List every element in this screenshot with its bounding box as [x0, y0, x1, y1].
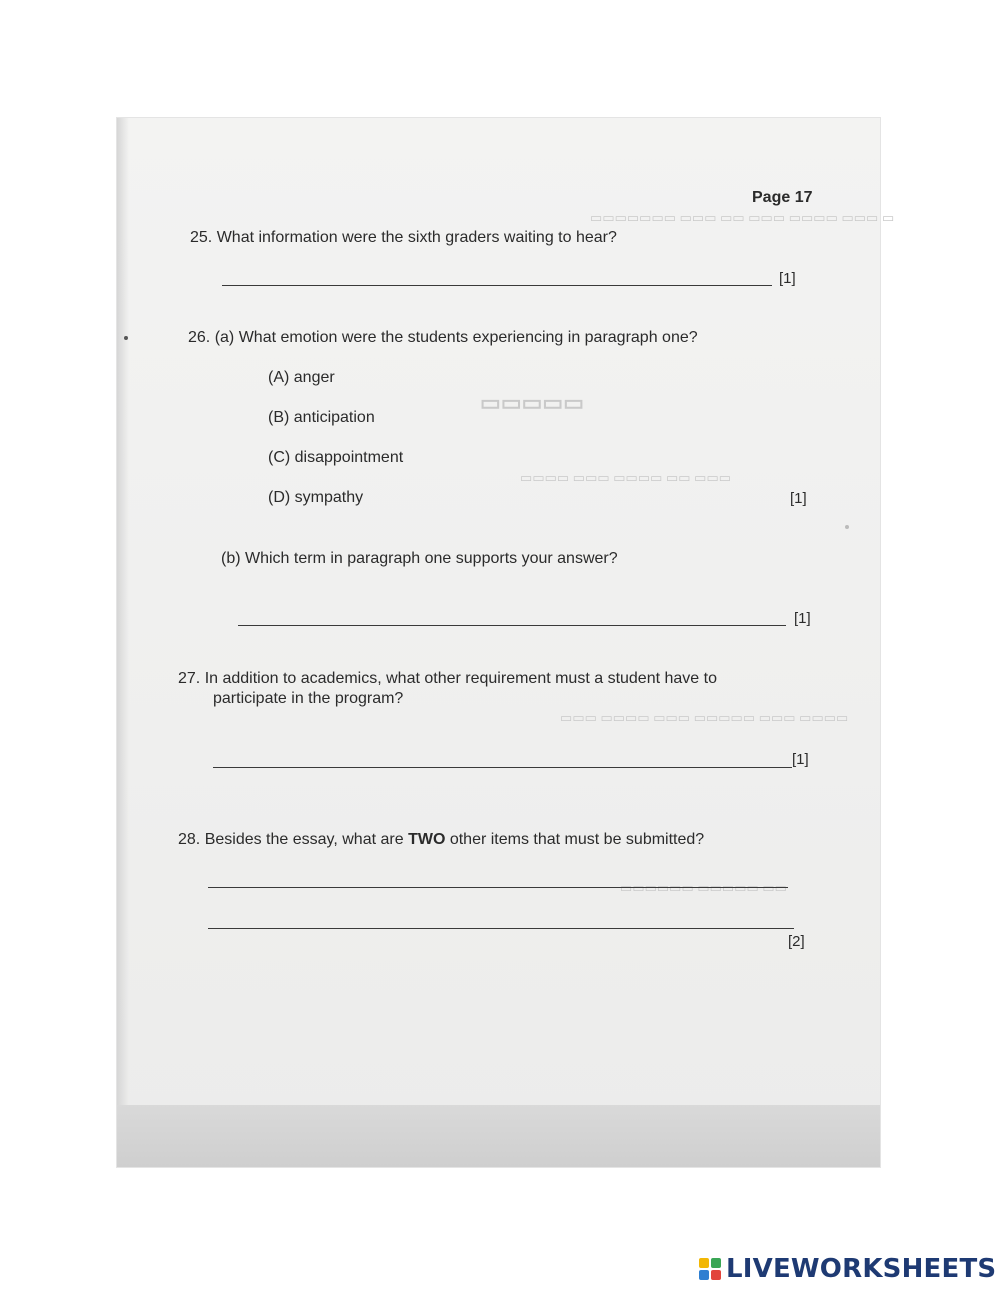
marks-26a: [1]	[790, 490, 807, 507]
question-28-emphasis: TWO	[408, 831, 446, 848]
option-d[interactable]: (D) sympathy	[268, 489, 364, 506]
question-28-after: other items that must be submitted?	[445, 831, 705, 848]
page-number: Page 17	[752, 189, 813, 206]
marks-26b: [1]	[794, 610, 811, 627]
question-28-before: 28. Besides the essay, what are	[178, 831, 409, 848]
option-a[interactable]: (A) anger	[268, 369, 335, 386]
scan-speck	[124, 336, 128, 340]
marks-25: [1]	[779, 270, 796, 287]
question-25: 25. What information were the sixth graders waiting to hear?	[190, 229, 617, 246]
brand-name: LIVEWORKSHEETS	[726, 1254, 997, 1284]
question-27-line2: participate in the program?	[213, 690, 404, 707]
bleed-through-mark: ▭▭▭▭ ▭▭▭ ▭▭▭▭▭ ▭▭▭ ▭▭▭▭ ▭▭▭	[560, 710, 849, 725]
option-c[interactable]: (C) disappointment	[268, 449, 404, 466]
liveworksheets-icon	[699, 1258, 721, 1280]
bleed-through-mark: ▭ ▭▭▭ ▭▭▭▭ ▭▭▭ ▭▭ ▭▭▭ ▭▭▭▭▭▭▭	[590, 210, 895, 225]
answer-line-26b[interactable]	[238, 625, 786, 626]
page-edge-shadow	[117, 118, 129, 1108]
scan-bottom-band	[117, 1105, 880, 1167]
marks-27: [1]	[792, 751, 809, 768]
answer-line-28b[interactable]	[208, 928, 794, 929]
bleed-through-mark: ▭▭ ▭▭▭▭▭ ▭▭▭▭▭▭	[620, 880, 787, 895]
option-b[interactable]: (B) anticipation	[268, 409, 375, 426]
scan-speck	[845, 525, 849, 529]
answer-line-27[interactable]	[213, 767, 792, 768]
bleed-through-mark: ▭▭▭▭▭	[480, 390, 584, 415]
answer-line-25[interactable]	[222, 285, 772, 286]
answer-line-28a[interactable]	[208, 887, 788, 888]
question-26b: (b) Which term in paragraph one supports your answer?	[221, 550, 618, 567]
question-27-line1: 27. In addition to academics, what other requirement must a student have to	[178, 670, 717, 687]
liveworksheets-logo	[699, 1253, 996, 1285]
marks-28: [2]	[788, 933, 805, 950]
question-28	[178, 831, 704, 849]
scanned-page	[117, 118, 880, 1167]
bleed-through-mark: ▭▭▭ ▭▭ ▭▭▭▭ ▭▭▭ ▭▭▭▭	[520, 470, 731, 485]
question-26a: 26. (a) What emotion were the students experiencing in paragraph one?	[188, 329, 698, 346]
